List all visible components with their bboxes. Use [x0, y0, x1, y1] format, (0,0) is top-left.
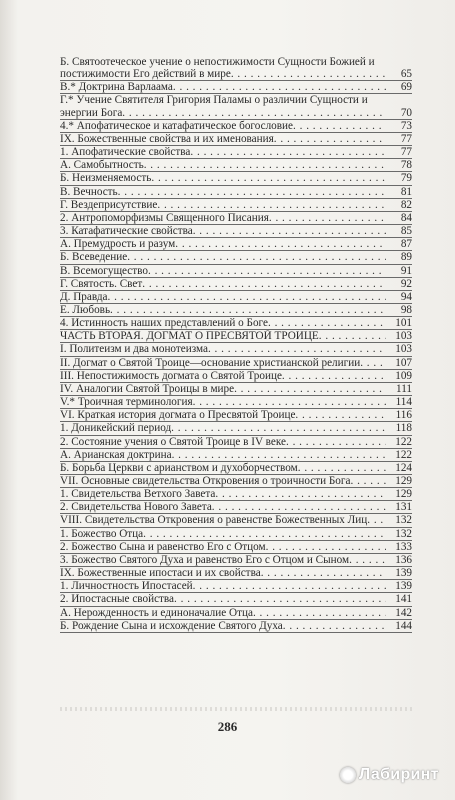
- toc-divider: [60, 632, 412, 633]
- toc-entry-page: 122: [395, 448, 412, 461]
- toc-entry-title: V.* Троичная терминология . . .: [60, 396, 386, 408]
- toc-entry-title: 3. Катафатические свойства . . .: [60, 225, 386, 237]
- toc-entry: [60, 317, 412, 329]
- toc-entry-page: 101: [395, 317, 412, 330]
- toc-entry-page: 82: [400, 198, 412, 211]
- toc-entry-title: Г. Вездеприсутствие . . .: [60, 199, 386, 211]
- toc-entry-page: 144: [395, 619, 412, 632]
- toc-entry-page: 81: [400, 185, 412, 198]
- toc-entry-page: 142: [395, 606, 412, 619]
- toc-entry: [60, 607, 412, 619]
- toc-entry-title: А. Премудрость и разум . . .: [60, 238, 386, 250]
- toc-entry: [60, 238, 412, 250]
- toc-entry-title: 2. Свидетельства Нового Завета . . .: [60, 501, 386, 513]
- table-of-contents: [60, 56, 412, 633]
- toc-entry: [60, 554, 412, 566]
- toc-entry: [60, 186, 412, 198]
- toc-entry-title: 2. Антропоморфизмы Священного Писания . . .: [60, 212, 386, 224]
- toc-entry: [60, 172, 412, 184]
- toc-entry: [60, 422, 412, 434]
- toc-entry: [60, 488, 412, 500]
- toc-entry-title: 4. Истинность наших представлений о Боге . . .: [60, 317, 386, 329]
- toc-entry: [60, 514, 412, 526]
- toc-entry-page: 85: [400, 225, 412, 238]
- toc-entry-title: ЧАСТЬ ВТОРАЯ. ДОГМАТ О ПРЕСВЯТОЙ ТРОИЦЕ . . .: [60, 330, 386, 342]
- toc-entry-page: 136: [395, 553, 412, 566]
- toc-entry-page: 65: [400, 68, 412, 81]
- toc-entry: [60, 396, 412, 408]
- toc-entry: [60, 278, 412, 290]
- toc-entry-page: 89: [400, 251, 412, 264]
- toc-entry-page: 79: [400, 172, 412, 185]
- toc-entry: [60, 343, 412, 355]
- toc-entry: [60, 330, 412, 342]
- toc-entry: [60, 501, 412, 513]
- toc-entry-page: 78: [400, 159, 412, 172]
- toc-entry: [60, 383, 412, 395]
- toc-entry-page: 73: [400, 119, 412, 132]
- toc-entry-title: Д. Правда . . .: [60, 291, 386, 303]
- toc-entry-page: 129: [395, 488, 412, 501]
- toc-entry-title: VIII. Свидетельства Откровения о равенстве Божественных Лиц . . .: [60, 514, 386, 526]
- toc-entry: [60, 56, 412, 80]
- toc-entry-page: 132: [395, 527, 412, 540]
- toc-entry: [60, 449, 412, 461]
- toc-entry: [60, 81, 412, 93]
- toc-entry-title: III. Непостижимость догмата о Святой Троице . . .: [60, 370, 386, 382]
- toc-entry: [60, 291, 412, 303]
- toc-entry-title: 4.* Апофатическое и катафатическое богословие . . .: [60, 120, 386, 132]
- toc-entry: [60, 475, 412, 487]
- toc-entry-title: II. Догмат о Святой Троице—основание христианской религии . . .: [60, 357, 386, 369]
- page-number: 286: [217, 719, 238, 734]
- toc-entry-page: 77: [400, 146, 412, 159]
- toc-entry-page: 139: [395, 567, 412, 580]
- toc-entry-page: 129: [395, 475, 412, 487]
- toc-entry: [60, 593, 412, 605]
- toc-entry-page: 124: [395, 461, 412, 474]
- bleed-through-text: [60, 707, 412, 711]
- toc-entry: [60, 199, 412, 211]
- toc-entry: [60, 225, 412, 237]
- toc-entry: [60, 357, 412, 369]
- toc-entry: [60, 265, 412, 277]
- toc-entry-page: 84: [400, 211, 412, 224]
- toc-entry: [60, 370, 412, 382]
- toc-entry: [60, 120, 412, 132]
- toc-entry-title: Б. Святоотеческое учение о непостижимости Сущности Божией и постижимости Его действий в мире . . .: [60, 56, 386, 80]
- toc-entry-page: 94: [400, 290, 412, 303]
- toc-entry-page: 122: [395, 435, 412, 448]
- toc-entry-page: 87: [400, 238, 412, 251]
- toc-entry-page: 118: [395, 422, 412, 435]
- toc-entry-title: 2. Божество Сына и равенство Его с Отцом . . .: [60, 541, 386, 553]
- toc-entry-page: 114: [395, 396, 412, 409]
- toc-entry-title: Б. Всеведение . . .: [60, 251, 386, 263]
- toc-entry-title: VI. Краткая история догмата о Пресвятой Троице . . .: [60, 409, 386, 421]
- toc-entry: [60, 133, 412, 145]
- toc-entry: [60, 146, 412, 158]
- toc-entry-page: 133: [395, 540, 412, 553]
- toc-entry-title: Б. Рождение Сына и исхождение Святого Духа . . .: [60, 620, 386, 632]
- toc-entry-title: 2. Состояние учения о Святой Троице в IV веке . . .: [60, 436, 386, 448]
- toc-entry-page: 69: [400, 81, 412, 94]
- toc-entry: [60, 620, 412, 632]
- toc-entry-title: IX. Божественные свойства и их именования . . .: [60, 133, 386, 145]
- toc-entry-title: Б. Борьба Церкви с арианством и духоборчеством . . .: [60, 462, 386, 474]
- toc-entry-title: IV. Аналогии Святой Троицы в мире . . .: [60, 383, 386, 395]
- toc-entry-title: 1. Доникейский период . . .: [60, 422, 386, 434]
- toc-entry-title: А. Арианская доктрина . . .: [60, 449, 386, 461]
- toc-entry: [60, 541, 412, 553]
- toc-entry-page: 131: [395, 501, 412, 514]
- toc-entry-title: VII. Основные свидетельства Откровения о троичности Бога . . .: [60, 475, 386, 487]
- toc-entry-page: 103: [395, 330, 412, 343]
- toc-entry-title: Г. Святость. Свет . . .: [60, 278, 386, 290]
- toc-entry-title: Е. Любовь . . .: [60, 304, 386, 316]
- toc-entry: [60, 94, 412, 118]
- watermark-text: Лабиринт: [359, 766, 439, 783]
- toc-entry: [60, 159, 412, 171]
- toc-entry: [60, 567, 412, 579]
- toc-entry-title: В. Вечность . . .: [60, 186, 386, 198]
- toc-entry-title: А. Самобытность . . .: [60, 159, 386, 171]
- toc-entry-title: 1. Божество Отца . . .: [60, 528, 386, 540]
- toc-entry-page: 70: [400, 106, 412, 119]
- toc-entry-title: 1. Апофатические свойства . . .: [60, 146, 386, 158]
- toc-entry-page: 132: [395, 514, 412, 527]
- toc-entry-title: 1. Личностность Ипостасей . . .: [60, 580, 386, 592]
- toc-entry: [60, 251, 412, 263]
- toc-entry-page: 77: [400, 132, 412, 145]
- toc-entry-title: Б. Неизменяемость . . .: [60, 172, 386, 184]
- toc-entry-title: Г.* Учение Святителя Григория Паламы о различии Сущности и энергии Бога . . .: [60, 94, 386, 118]
- watermark-logo: [340, 760, 448, 790]
- toc-entry: [60, 304, 412, 316]
- labirint-logo-icon: [340, 767, 356, 783]
- toc-entry-title: А. Нерожденность и единоначалие Отца . . .: [60, 607, 386, 619]
- toc-entry: [60, 462, 412, 474]
- toc-entry: [60, 528, 412, 540]
- toc-entry-title: 1. Свидетельства Ветхого Завета . . .: [60, 488, 386, 500]
- toc-entry-page: 111: [396, 382, 412, 395]
- toc-entry-page: 141: [395, 593, 412, 606]
- toc-entry-page: 91: [400, 264, 412, 277]
- toc-entry-title: 3. Божество Святого Духа и равенство Его с Отцом и Сыном . . .: [60, 554, 386, 566]
- toc-entry-page: 116: [395, 409, 412, 422]
- toc-entry-page: 92: [400, 277, 412, 290]
- toc-entry: [60, 436, 412, 448]
- toc-entry-title: 2. Ипостасные свойства . . .: [60, 593, 386, 605]
- toc-entry-title: В.* Доктрина Варлаама . . .: [60, 81, 386, 93]
- toc-entry: [60, 212, 412, 224]
- toc-entry-title: В. Всемогущество . . .: [60, 265, 386, 277]
- toc-entry-page: 103: [395, 343, 412, 356]
- toc-entry: [60, 409, 412, 421]
- toc-entry-page: 98: [400, 303, 412, 316]
- toc-entry-page: 107: [395, 356, 412, 369]
- toc-entry-title: I. Политеизм и два монотеизма . . .: [60, 343, 386, 355]
- toc-entry-title: IX. Божественные ипостаси и их свойства . . .: [60, 567, 386, 579]
- toc-entry-page: 139: [395, 580, 412, 593]
- toc-entry: [60, 580, 412, 592]
- toc-entry-page: 109: [395, 369, 412, 382]
